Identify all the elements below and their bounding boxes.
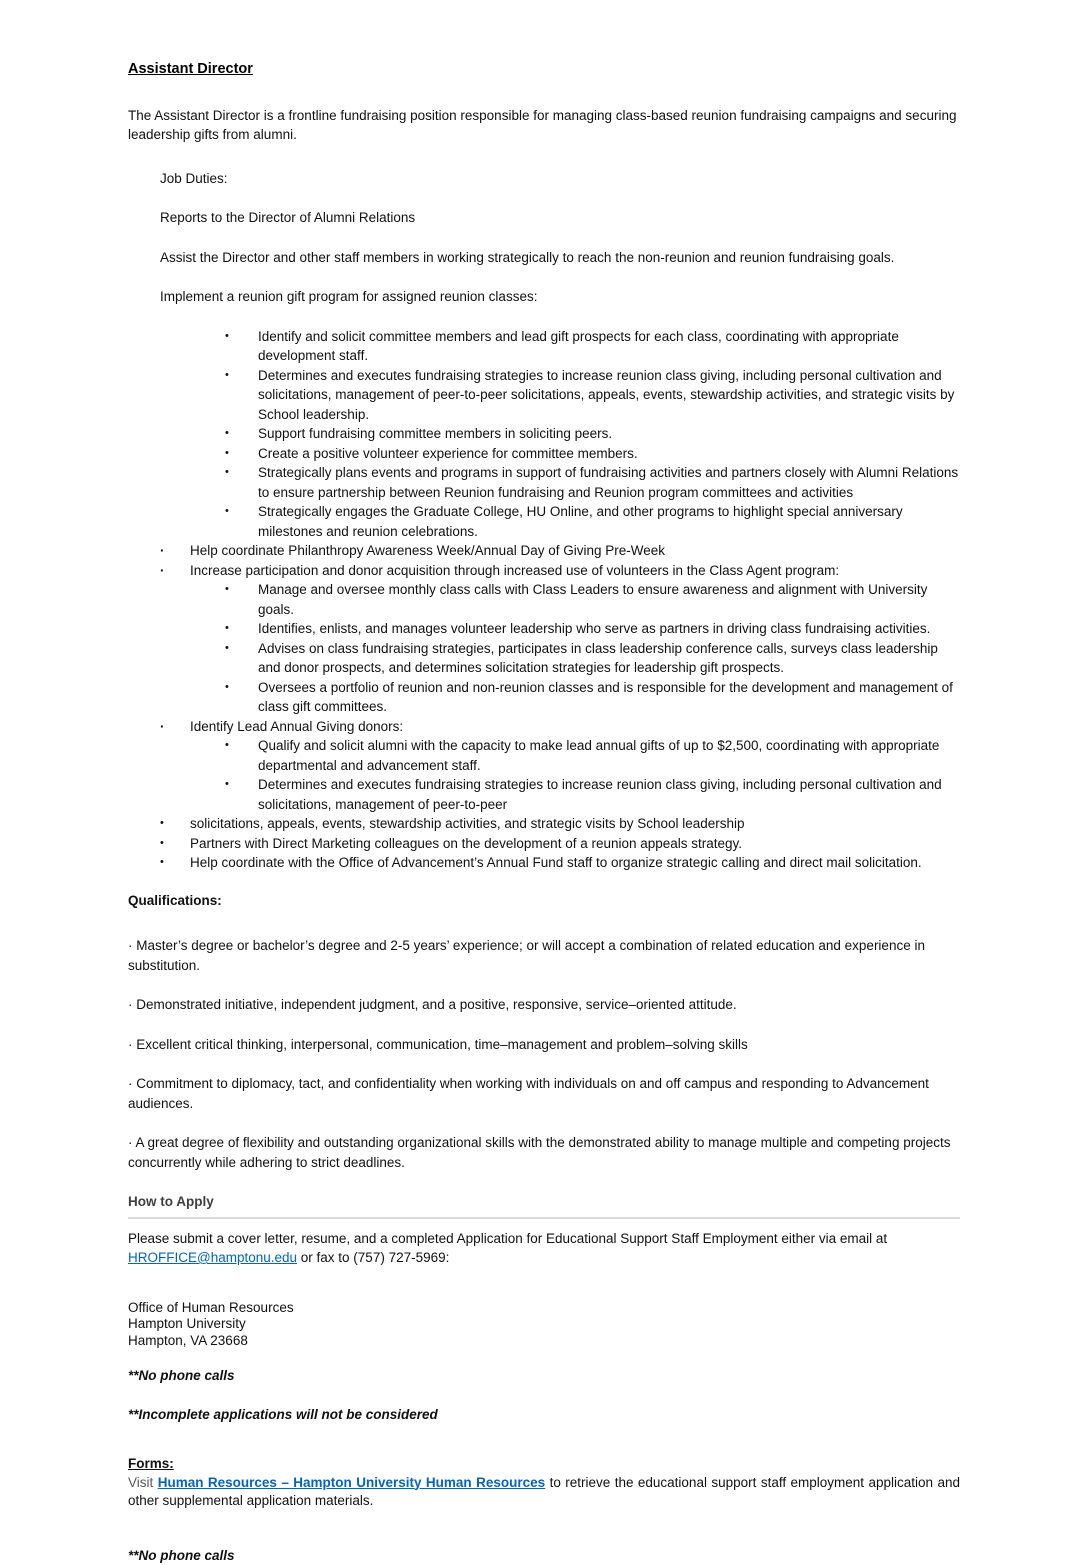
list-item-text: Advises on class fundraising strategies, participates in class leadership conference calls, surveys class leadership and donor prospects, and determines solicitation strategies for leadership gift prospects. xyxy=(258,639,960,678)
forms-text-after: to retrieve the educational support staff employment application and other supplemental application materials. xyxy=(128,1475,960,1508)
qualification-item: · Excellent critical thinking, interpersonal, communication, time–management and problem–solving skills xyxy=(128,1035,960,1055)
qualification-item: · Commitment to diplomacy, tact, and confidentiality when working with individuals on and off campus and responding to Advancement audiences. xyxy=(128,1074,960,1113)
bullet-icon: • xyxy=(225,444,258,464)
qualification-item: · Master’s degree or bachelor’s degree and 2-5 years’ experience; or will accept a combination of related education and experience in substitution. xyxy=(128,936,960,975)
bullet-icon: • xyxy=(225,366,258,425)
bullet-icon: • xyxy=(160,853,190,873)
bullet-icon: · xyxy=(160,561,190,581)
list-item-text: Increase participation and donor acquisition through increased use of volunteers in the Class Agent program: xyxy=(190,561,960,581)
list-item-text: Identify and solicit committee members and lead gift prospects for each class, coordinating with appropriate development staff. xyxy=(258,327,960,366)
qualifications-heading: Qualifications: xyxy=(128,891,960,911)
hr-email-link[interactable]: HROFFICE@hamptonu.edu xyxy=(128,1250,297,1265)
list-item-text: Qualify and solicit alumni with the capacity to make lead annual gifts of up to $2,500, coordinating with appropriate departmental and advancement staff. xyxy=(258,736,960,775)
forms-section xyxy=(128,1454,960,1510)
list-item xyxy=(128,541,960,561)
address-line: Office of Human Resources xyxy=(128,1300,960,1317)
list-item xyxy=(128,736,960,775)
list-item xyxy=(128,619,960,639)
forms-visit-text: Visit xyxy=(128,1475,158,1490)
job-duties-label: Job Duties: xyxy=(160,169,960,189)
list-item xyxy=(128,424,960,444)
list-item xyxy=(128,678,960,717)
list-item xyxy=(128,366,960,425)
address-line: Hampton University xyxy=(128,1316,960,1333)
list-item-text: Strategically plans events and programs in support of fundraising activities and partners closely with Alumni Relations to ensure partnership between Reunion fundraising and Reunion program committees and activities xyxy=(258,463,960,502)
bullet-icon: • xyxy=(160,814,190,834)
list-item-text: Strategically engages the Graduate College, HU Online, and other programs to highlight special anniversary milestones and reunion celebrations. xyxy=(258,502,960,541)
address-line: Hampton, VA 23668 xyxy=(128,1333,960,1350)
list-item xyxy=(128,717,960,737)
list-item xyxy=(128,327,960,366)
bullet-icon: • xyxy=(225,736,258,775)
list-item xyxy=(128,639,960,678)
list-item xyxy=(128,444,960,464)
bullet-icon: • xyxy=(225,424,258,444)
qualification-item: · Demonstrated initiative, independent judgment, and a positive, responsive, service–oriented attitude. xyxy=(128,995,960,1015)
list-item-text: Help coordinate with the Office of Advancement’s Annual Fund staff to organize strategic calling and direct mail solicitation. xyxy=(190,853,960,873)
forms-paragraph xyxy=(128,1474,960,1510)
intro-paragraph: The Assistant Director is a frontline fundraising position responsible for managing class-based reunion fundraising campaigns and securing leadership gifts from alumni. xyxy=(128,106,960,145)
forms-heading: Forms: xyxy=(128,1456,174,1471)
bullet-icon: • xyxy=(225,580,258,619)
list-item xyxy=(128,580,960,619)
list-item-text: Partners with Direct Marketing colleagues on the development of a reunion appeals strategy. xyxy=(190,834,960,854)
section-divider xyxy=(128,1217,960,1219)
list-item xyxy=(128,502,960,541)
list-item-text: Support fundraising committee members in soliciting peers. xyxy=(258,424,960,444)
list-item xyxy=(128,853,960,873)
reports-to-line: Reports to the Director of Alumni Relations xyxy=(160,208,960,228)
assist-line: Assist the Director and other staff members in working strategically to reach the non-reunion and reunion fundraising goals. xyxy=(160,248,960,268)
incomplete-applications-note: **Incomplete applications will not be considered xyxy=(128,1405,960,1425)
bullet-icon: • xyxy=(225,678,258,717)
list-item xyxy=(128,814,960,834)
list-item xyxy=(128,775,960,814)
bullet-icon: • xyxy=(225,619,258,639)
no-phone-calls-note-bottom: **No phone calls xyxy=(128,1546,960,1565)
address-block xyxy=(128,1300,960,1350)
bullet-icon: • xyxy=(225,639,258,678)
no-phone-calls-note: **No phone calls xyxy=(128,1366,960,1386)
list-item-text: Determines and executes fundraising strategies to increase reunion class giving, including personal cultivation and solicitations, management of peer-to-peer xyxy=(258,775,960,814)
bullet-icon: • xyxy=(225,463,258,502)
bullet-icon: • xyxy=(225,775,258,814)
list-item-text: Create a positive volunteer experience for committee members. xyxy=(258,444,960,464)
list-item xyxy=(128,561,960,581)
list-item xyxy=(128,463,960,502)
human-resources-link[interactable]: Human Resources – Hampton University Human Resources xyxy=(158,1475,545,1490)
how-to-apply-heading: How to Apply xyxy=(128,1192,960,1212)
apply-paragraph xyxy=(128,1229,960,1268)
list-item-text: Identify Lead Annual Giving donors: xyxy=(190,717,960,737)
duties-list xyxy=(128,327,960,873)
list-item-text: Oversees a portfolio of reunion and non-reunion classes and is responsible for the development and management of class gift committees. xyxy=(258,678,960,717)
page-title: Assistant Director xyxy=(128,60,960,80)
apply-text-before: Please submit a cover letter, resume, and a completed Application for Educational Support Staff Employment either via email at xyxy=(128,1231,887,1246)
qualification-item: · A great degree of flexibility and outstanding organizational skills with the demonstrated ability to manage multiple and competing projects concurrently while adhering to strict deadlines. xyxy=(128,1133,960,1172)
list-item-text: solicitations, appeals, events, stewardship activities, and strategic visits by School leadership xyxy=(190,814,960,834)
list-item-text: Help coordinate Philanthropy Awareness Week/Annual Day of Giving Pre-Week xyxy=(190,541,960,561)
bullet-icon: · xyxy=(160,717,190,737)
list-item-text: Manage and oversee monthly class calls with Class Leaders to ensure awareness and alignment with University goals. xyxy=(258,580,960,619)
bullet-icon: • xyxy=(225,327,258,366)
implement-line: Implement a reunion gift program for assigned reunion classes: xyxy=(160,287,960,307)
bullet-icon: • xyxy=(160,834,190,854)
bullet-icon: · xyxy=(160,541,190,561)
bullet-icon: • xyxy=(225,502,258,541)
list-item-text: Determines and executes fundraising strategies to increase reunion class giving, including personal cultivation and solicitations, management of peer-to-peer solicitations, appeals, events, stewardship activities, and strategic visits by School leadership. xyxy=(258,366,960,425)
list-item xyxy=(128,834,960,854)
apply-text-after: or fax to (757) 727-5969: xyxy=(297,1250,449,1265)
list-item-text: Identifies, enlists, and manages volunteer leadership who serve as partners in driving class fundraising activities. xyxy=(258,619,960,639)
